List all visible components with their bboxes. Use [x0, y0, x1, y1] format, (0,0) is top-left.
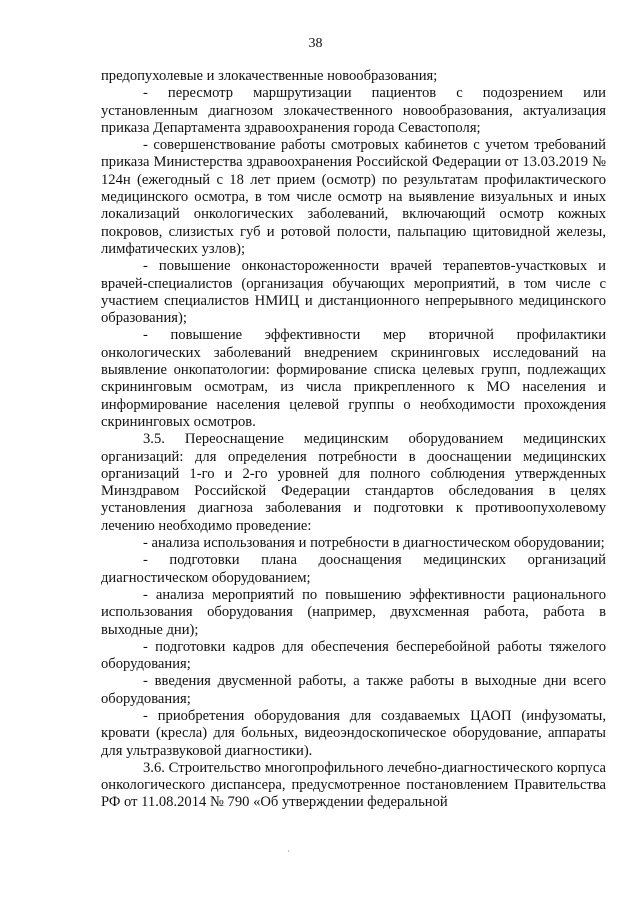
list-item-two-shift-work: - введения двусменной работы, а также работы в выходные дни всего оборудования; — [101, 673, 606, 707]
section-3-5-heading-paragraph: 3.5. Переоснащение медицинским оборудованием медицинских организаций: для определения потребности в дооснащении медицинских организаций 1-го и 2-го уровней для полного соблюдения утвержденных Минздравом Российской Федерации стандартов обследования в целях установления диагноза заболевания и подготовки к противоопухолевому лечению необходимо проведение: — [101, 431, 606, 534]
scan-speck: · — [287, 846, 290, 856]
list-item-equipment-plan: - подготовки плана дооснащения медицинских организаций диагностическом оборудованием; — [101, 552, 606, 586]
list-item-efficiency-analysis: - анализа мероприятий по повышению эффективности рационального использования оборудования (например, двухсменная работа, работа в выходные дни); — [101, 586, 606, 638]
list-item-secondary-prevention: - повышение эффективности мер вторичной профилактики онкологических заболеваний внедрением скрининговых исследований на выявление онкопатологии: формирование списка целевых групп, подлежащих скрининговым осмотрам, из числа прикрепленного к МО населения и информирование населения целевой группы о необходимости прохождения скрининговых осмотров. — [101, 327, 606, 430]
list-item-staff-training: - подготовки кадров для обеспечения бесперебойной работы тяжелого оборудования; — [101, 638, 606, 673]
document-body — [101, 68, 606, 812]
page-number: 38 — [308, 36, 323, 51]
list-item-usage-analysis: - анализа использования и потребности в диагностическом оборудовании; — [143, 535, 605, 552]
list-item-oncology-alertness: - повышение онконастороженности врачей терапевтов-участковых и врачей-специалистов (организация обучающих мероприятий, в том числе с участием специалистов НМИЦ и дистанционного непрерывного медицинского образования); — [101, 258, 606, 327]
section-3-6-paragraph: 3.6. Строительство многопрофильного лечебно-диагностического корпуса онкологического диспансера, предусмотренное постановлением Правительства РФ от 11.08.2014 № 790 «Об утверждении федеральной — [101, 759, 606, 811]
paragraph-continuation: предопухолевые и злокачественные новообразования; — [101, 68, 438, 84]
list-item-routing-review: - пересмотр маршрутизации пациентов с подозрением или установленным диагнозом злокачественного новообразования, актуализация приказа Департамента здравоохранения города Севастополя; — [101, 85, 606, 136]
list-item-equipment-purchase: - приобретения оборудования для создаваемых ЦАОП (инфузоматы, кровати (кресла) для больных, видеоэндоскопическое оборудование, аппараты для ультразвуковой диагностики). — [101, 707, 606, 759]
list-item-exam-rooms: - совершенствование работы смотровых кабинетов с учетом требований приказа Министерства здравоохранения Российской Федерации от 13.03.2019 № 124н (ежегодный с 18 лет прием (осмотр) по результатам профилактического медицинского осмотра, в том числе осмотр на выявление визуальных и иных локализаций онкологических заболеваний, включающий осмотр кожных покровов, слизистых губ и ротовой полости, пальпацию щитовидной железы, лимфатических узлов); — [101, 137, 606, 257]
